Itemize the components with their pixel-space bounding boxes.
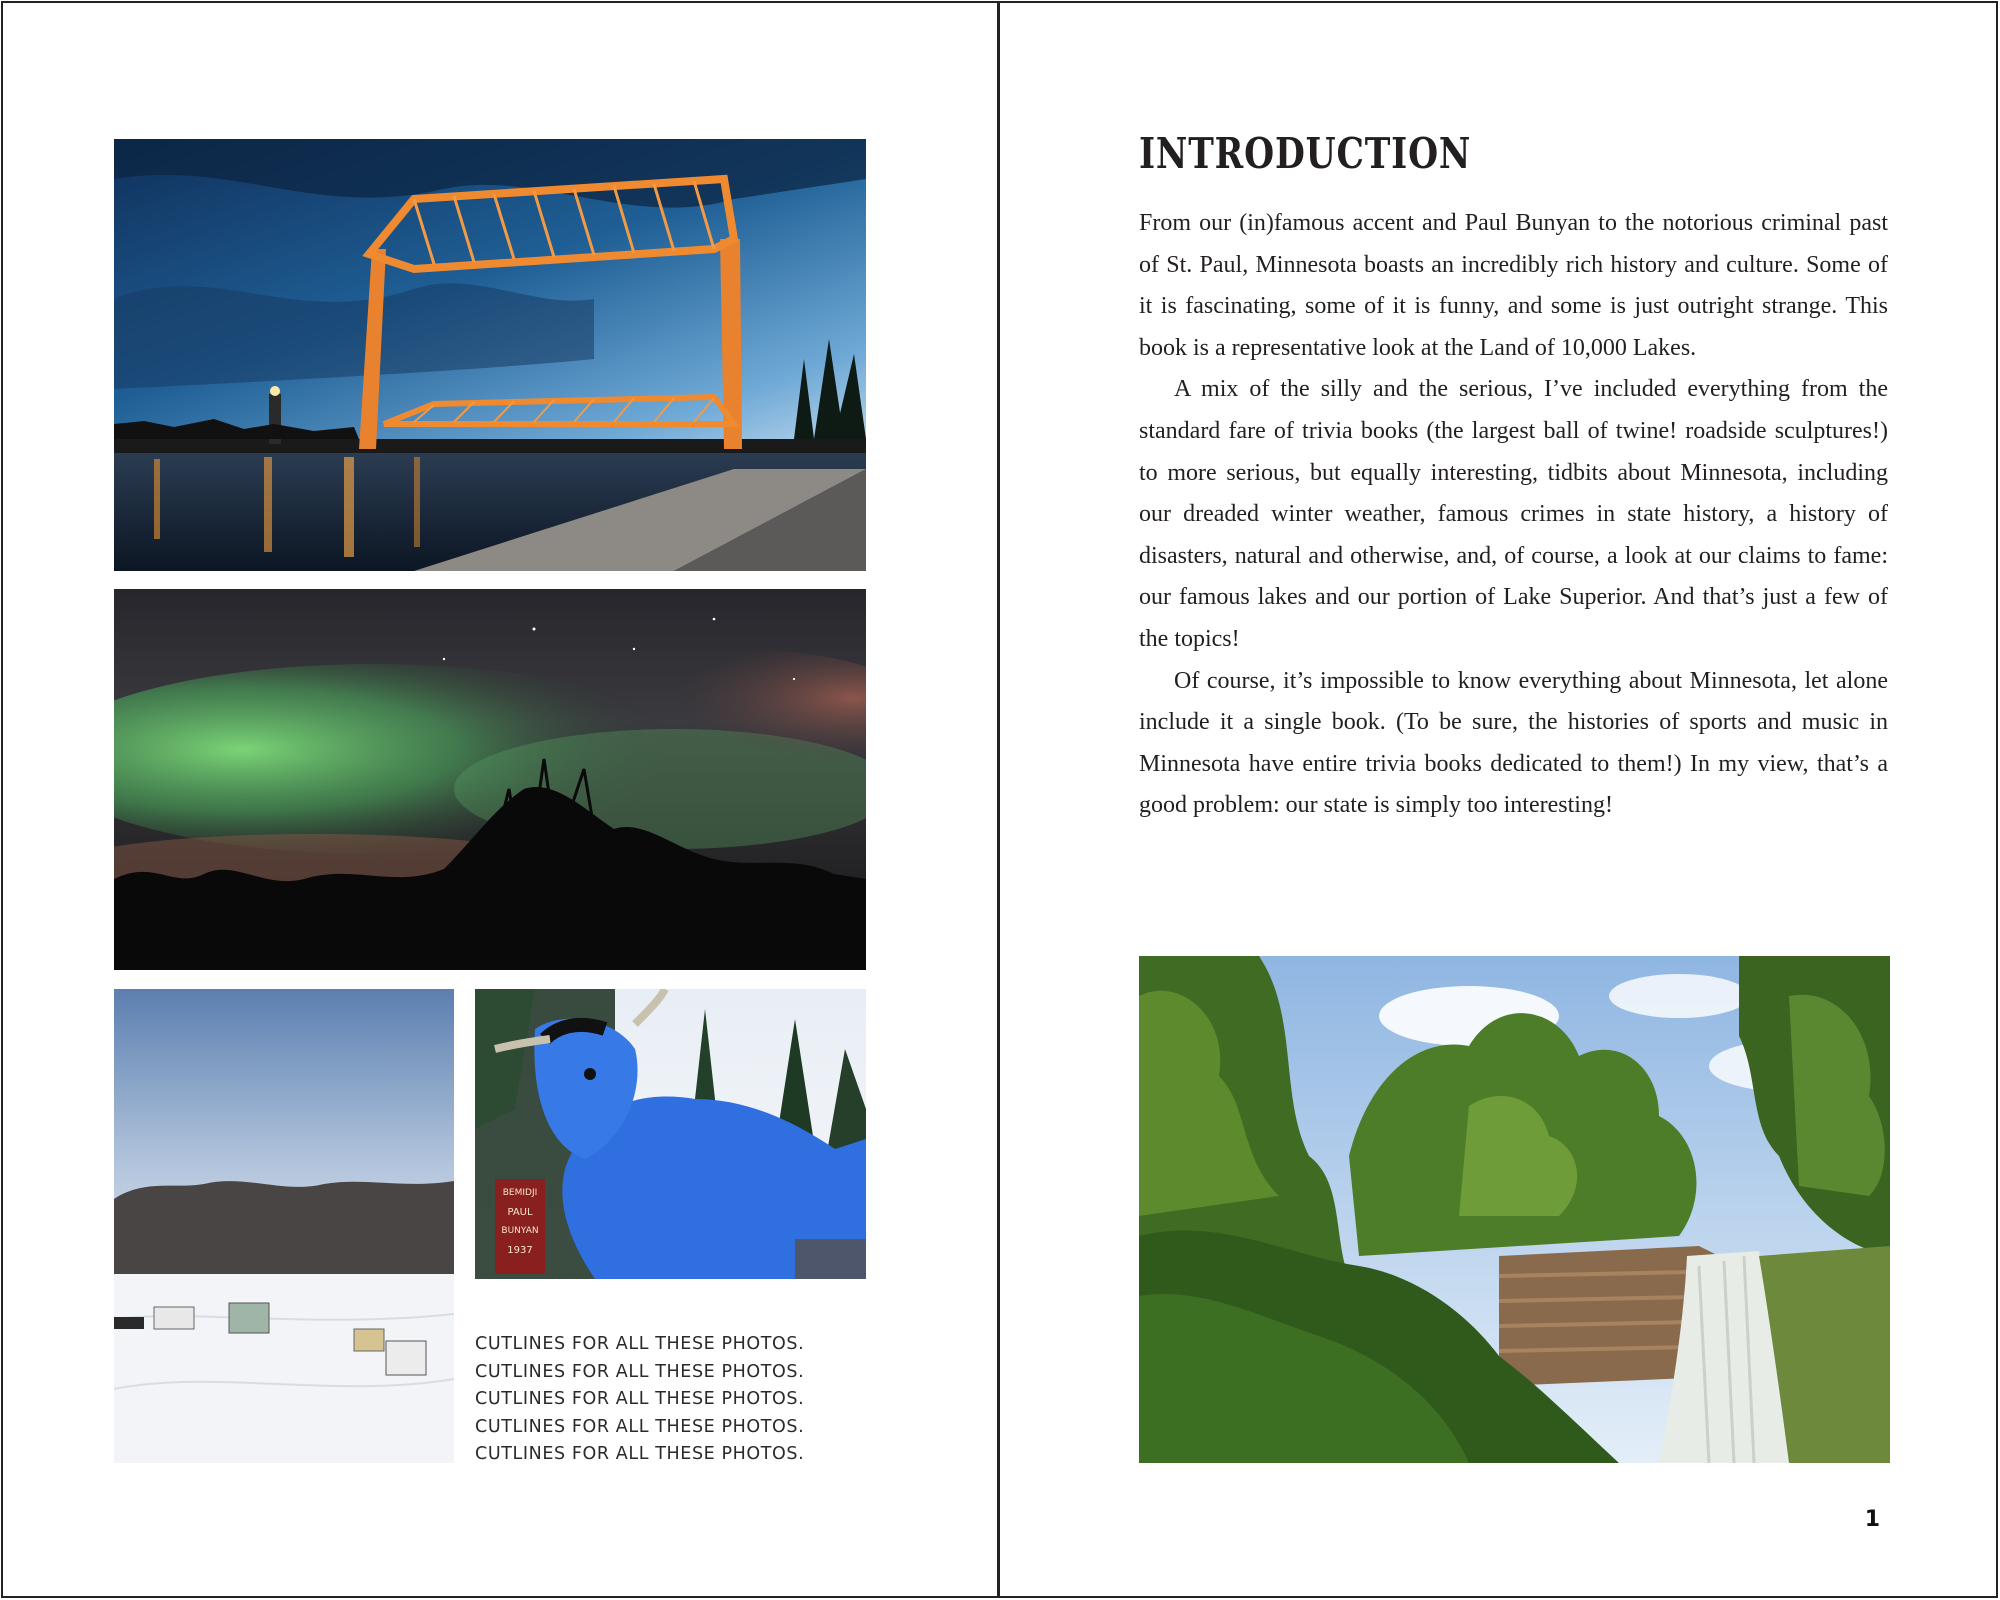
chapter-title: INTRODUCTION [1139, 129, 1472, 178]
intro-body-text [1139, 203, 1888, 827]
ice-fishing-houses-photo [114, 989, 454, 1463]
left-page [1, 1, 999, 1598]
cutline-text: CUTLINES FOR ALL THESE PHOTOS. [475, 1416, 805, 1437]
cutline-text: CUTLINES FOR ALL THESE PHOTOS. [475, 1389, 805, 1409]
ox-sign-line4: 1937 [507, 1245, 533, 1256]
cutline-text: CUTLINES FOR ALL THESE PHOTOS. [475, 1444, 805, 1464]
intro-paragraph: A mix of the silly and the serious, I’ve included everything from the standard fare of trivia books (the largest ball of twine! roadside sculptures!) to more serious, but equally interesting, tidbits about Minnesota, including our dreaded winter weather, famous crimes in state history, a history of disasters, natural and otherwise, and, of course, a look at our claims to fame: our famous lakes and our portion of Lake Superior. And that’s just a few of the topics! [1139, 376, 1888, 652]
northern-lights-photo [114, 589, 866, 970]
intro-paragraph: Of course, it’s impossible to know everything about Minnesota, let alone include it a single book. (To be sure, the histories of sports and music in Minnesota have entire trivia books dedicated to them!) In my view, that’s a good problem: our state is simply too interesting! [1139, 667, 1888, 819]
minnehaha-falls-photo [1139, 956, 1890, 1463]
ox-sign-line2: PAUL [507, 1207, 533, 1218]
ox-sign-line1: BEMIDJI [502, 1188, 538, 1198]
right-page [998, 1, 1998, 1598]
babe-the-blue-ox-photo [475, 989, 866, 1279]
ox-sign-line3: BUNYAN [501, 1226, 539, 1236]
page-number: 1 [1864, 1507, 1880, 1532]
cutline-text: CUTLINES FOR ALL THESE PHOTOS. [475, 1361, 805, 1382]
aerial-lift-bridge-photo [114, 139, 866, 571]
photo-cutlines [475, 1331, 875, 1469]
intro-paragraph: From our (in)famous accent and Paul Bunyan to the notorious criminal past of St. Paul, Minnesota boasts an incredibly rich history and culture. Some of it is fascinating, some of it is funny, and some is just outright strange. This book is a representative look at the Land of 10,000 Lakes. [1139, 210, 1888, 361]
cutline-text: CUTLINES FOR ALL THESE PHOTOS. [475, 1334, 805, 1354]
